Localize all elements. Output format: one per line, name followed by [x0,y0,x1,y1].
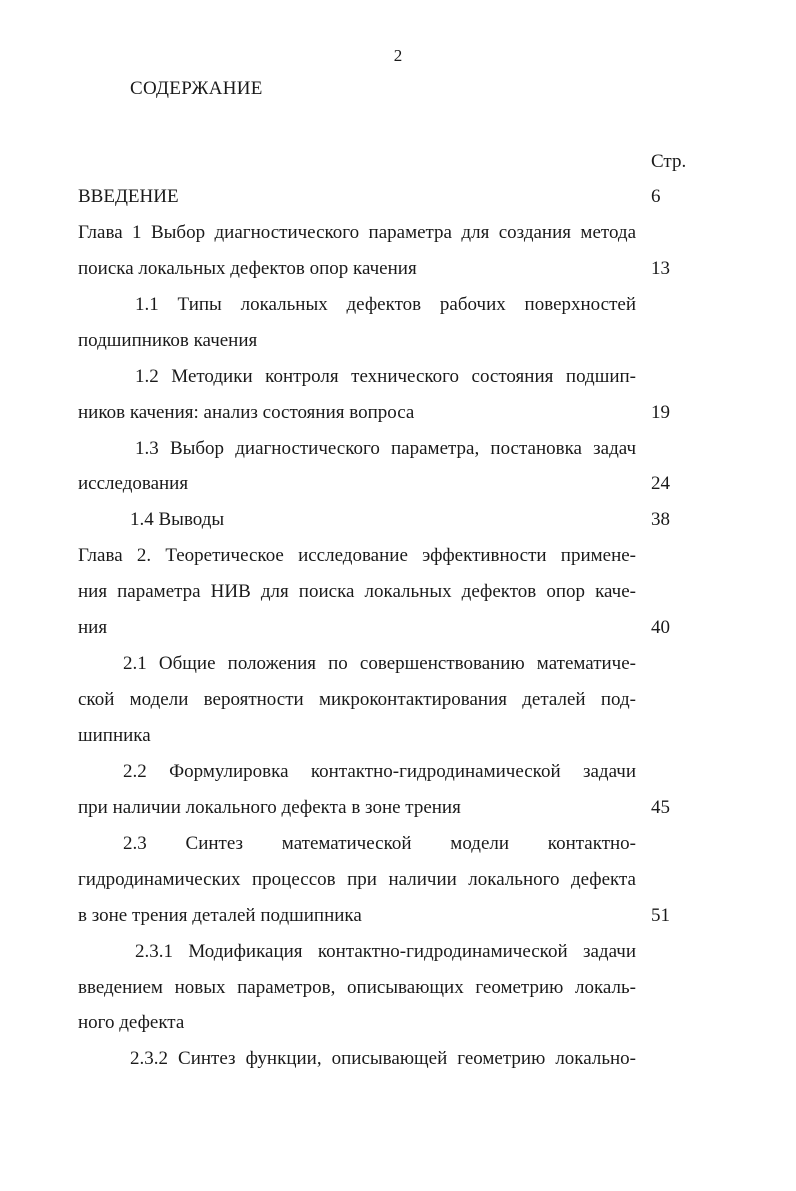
page-number: 2 [393,46,403,65]
toc-entry-1-2: 1.2 Методики контроля технического состояния подшип- [135,366,636,387]
toc-page-number: 13 [651,258,670,279]
toc-entry-chapter-2-cont: ния параметра НИВ для поиска локальных дефектов опор каче- [78,581,636,602]
toc-entry-2-1-cont: ской модели вероятности микроконтактирования деталей под- [78,689,636,710]
toc-entry-2-3: 2.3 Синтез математической модели контактно- [123,833,636,854]
toc-page-number: 24 [651,473,670,494]
toc-page-number: 19 [651,402,670,423]
toc-entry-1-1-cont: подшипников качения [78,330,258,351]
page-column-label: Стр. [651,151,687,172]
toc-page-number: 51 [651,905,670,926]
toc-entry-1-4: 1.4 Выводы [130,509,225,530]
toc-entry-2-3-cont: гидродинамических процессов при наличии локального дефекта [78,869,636,890]
toc-entry-2-3-2: 2.3.2 Синтез функции, описывающей геометрию локально- [130,1048,636,1069]
toc-page-number: 40 [651,617,670,638]
toc-entry-2-3-1: 2.3.1 Модификация контактно-гидродинамической задачи [135,941,636,962]
toc-entry-2-3-1-cont: введением новых параметров, описывающих геометрию локаль- [78,977,636,998]
toc-entry-2-2: 2.2 Формулировка контактно-гидродинамической задачи [123,761,636,782]
toc-page-number: 38 [651,509,670,530]
toc-entry-chapter-1-cont: поиска локальных дефектов опор качения [78,258,417,279]
toc-entry-introduction: ВВЕДЕНИЕ [78,186,179,207]
toc-entry-1-2-cont: ников качения: анализ состояния вопроса [78,402,415,423]
toc-title: СОДЕРЖАНИЕ [130,78,263,99]
toc-entry-chapter-2: Глава 2. Теоретическое исследование эффективности примене- [78,545,636,566]
toc-entry-2-3-1-end: ного дефекта [78,1012,185,1033]
toc-entry-2-1: 2.1 Общие положения по совершенствованию математиче- [123,653,636,674]
toc-entry-chapter-2-end: ния [78,617,108,638]
toc-entry-1-3-cont: исследования [78,473,189,494]
toc-entry-1-3: 1.3 Выбор диагностического параметра, постановка задач [135,438,636,459]
toc-page-number: 6 [651,186,661,207]
toc-entry-2-2-cont: при наличии локального дефекта в зоне трения [78,797,461,818]
toc-page-number: 45 [651,797,670,818]
toc-entry-chapter-1: Глава 1 Выбор диагностического параметра для создания метода [78,222,636,243]
toc-entry-2-1-end: шипника [78,725,151,746]
toc-entry-2-3-end: в зоне трения деталей подшипника [78,905,362,926]
toc-entry-1-1: 1.1 Типы локальных дефектов рабочих поверхностей [135,294,636,315]
